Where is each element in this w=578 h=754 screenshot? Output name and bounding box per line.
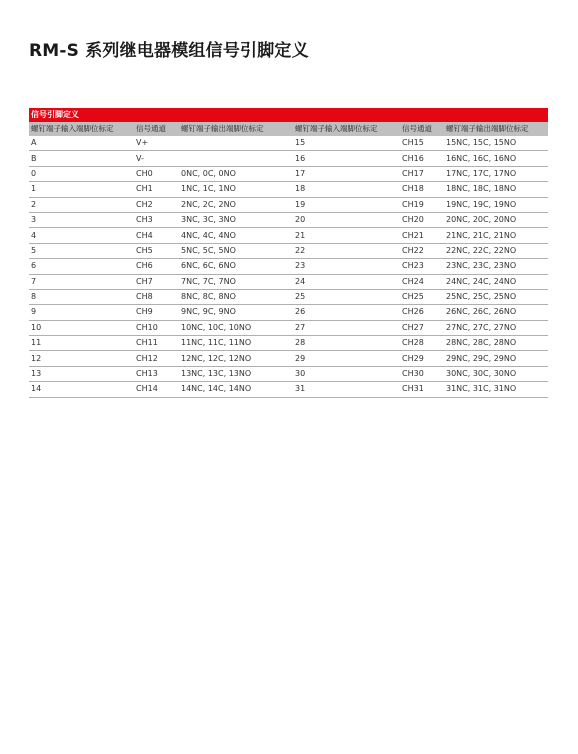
cell-input-pin: 3 [29,212,134,227]
cell-channel-2: CH17 [400,166,444,181]
table-row [29,259,548,274]
cell-input-pin-2: 17 [293,166,400,181]
cell-channel-2: CH15 [400,136,444,151]
cell-input-pin-2: 24 [293,274,400,289]
cell-input-pin: 12 [29,351,134,366]
cell-input-pin: 2 [29,197,134,212]
cell-input-pin: 8 [29,289,134,304]
cell-channel-2: CH23 [400,259,444,274]
cell-output-pin-2: 22NC, 22C, 22NO [444,243,548,258]
table-banner: 信号引脚定义 [29,108,548,122]
table-row [29,289,548,304]
cell-output-pin-2: 20NC, 20C, 20NO [444,212,548,227]
cell-input-pin: 9 [29,305,134,320]
cell-output-pin-2: 16NC, 16C, 16NO [444,151,548,166]
cell-input-pin: 14 [29,382,134,397]
cell-channel: CH14 [134,382,179,397]
header-channel-2: 信号通道 [400,122,444,136]
cell-output-pin [179,151,293,166]
pin-table [29,122,548,398]
table-row [29,212,548,227]
cell-channel-2: CH19 [400,197,444,212]
cell-output-pin-2: 24NC, 24C, 24NO [444,274,548,289]
cell-input-pin: B [29,151,134,166]
cell-output-pin: 8NC, 8C, 8NO [179,289,293,304]
table-row [29,166,548,181]
cell-output-pin-2: 30NC, 30C, 30NO [444,366,548,381]
cell-channel: CH12 [134,351,179,366]
cell-output-pin-2: 19NC, 19C, 19NO [444,197,548,212]
cell-channel: CH1 [134,182,179,197]
table-row [29,197,548,212]
cell-output-pin: 12NC, 12C, 12NO [179,351,293,366]
cell-input-pin-2: 21 [293,228,400,243]
cell-output-pin-2: 23NC, 23C, 23NO [444,259,548,274]
cell-output-pin: 11NC, 11C, 11NO [179,336,293,351]
cell-input-pin: 11 [29,336,134,351]
cell-channel: CH11 [134,336,179,351]
cell-channel-2: CH24 [400,274,444,289]
cell-output-pin-2: 28NC, 28C, 28NO [444,336,548,351]
cell-output-pin: 14NC, 14C, 14NO [179,382,293,397]
table-row [29,274,548,289]
cell-input-pin-2: 28 [293,336,400,351]
table-row [29,320,548,335]
table-row [29,351,548,366]
cell-input-pin-2: 29 [293,351,400,366]
table-header-row [29,122,548,136]
cell-channel: CH5 [134,243,179,258]
cell-channel-2: CH22 [400,243,444,258]
cell-output-pin: 5NC, 5C, 5NO [179,243,293,258]
cell-output-pin: 0NC, 0C, 0NO [179,166,293,181]
table-row [29,382,548,397]
header-output-pin-2: 螺钉端子输出端脚位标定 [444,122,548,136]
cell-channel: CH9 [134,305,179,320]
cell-input-pin-2: 30 [293,366,400,381]
cell-channel-2: CH18 [400,182,444,197]
cell-channel: CH4 [134,228,179,243]
header-input-pin: 螺钉端子输入端脚位标定 [29,122,134,136]
cell-channel-2: CH30 [400,366,444,381]
cell-output-pin: 4NC, 4C, 4NO [179,228,293,243]
cell-channel: V- [134,151,179,166]
cell-input-pin-2: 26 [293,305,400,320]
cell-output-pin: 13NC, 13C, 13NO [179,366,293,381]
cell-output-pin: 9NC, 9C, 9NO [179,305,293,320]
header-output-pin: 螺钉端子输出端脚位标定 [179,122,293,136]
cell-output-pin: 7NC, 7C, 7NO [179,274,293,289]
header-channel: 信号通道 [134,122,179,136]
cell-output-pin-2: 17NC, 17C, 17NO [444,166,548,181]
cell-input-pin: 7 [29,274,134,289]
cell-input-pin-2: 15 [293,136,400,151]
cell-input-pin-2: 18 [293,182,400,197]
cell-input-pin-2: 25 [293,289,400,304]
cell-input-pin: 6 [29,259,134,274]
table-row [29,366,548,381]
page-title: RM-S 系列继电器模组信号引脚定义 [29,41,309,61]
cell-input-pin-2: 27 [293,320,400,335]
cell-channel: V+ [134,136,179,151]
cell-output-pin-2: 31NC, 31C, 31NO [444,382,548,397]
cell-output-pin-2: 25NC, 25C, 25NO [444,289,548,304]
table-row [29,182,548,197]
cell-output-pin-2: 18NC, 18C, 18NO [444,182,548,197]
cell-input-pin: A [29,136,134,151]
cell-channel-2: CH20 [400,212,444,227]
table-row [29,305,548,320]
cell-channel-2: CH26 [400,305,444,320]
cell-output-pin-2: 26NC, 26C, 26NO [444,305,548,320]
cell-channel-2: CH28 [400,336,444,351]
cell-input-pin: 5 [29,243,134,258]
table-row [29,336,548,351]
cell-output-pin: 1NC, 1C, 1NO [179,182,293,197]
cell-channel: CH7 [134,274,179,289]
cell-channel: CH2 [134,197,179,212]
cell-input-pin-2: 22 [293,243,400,258]
cell-input-pin: 13 [29,366,134,381]
pin-definition-table [29,108,548,398]
cell-input-pin-2: 20 [293,212,400,227]
cell-channel-2: CH25 [400,289,444,304]
cell-channel: CH10 [134,320,179,335]
cell-channel-2: CH27 [400,320,444,335]
cell-input-pin-2: 19 [293,197,400,212]
table-row [29,243,548,258]
cell-input-pin-2: 31 [293,382,400,397]
cell-output-pin-2: 15NC, 15C, 15NO [444,136,548,151]
cell-output-pin: 10NC, 10C, 10NO [179,320,293,335]
cell-output-pin: 6NC, 6C, 6NO [179,259,293,274]
table-row [29,136,548,151]
cell-channel: CH0 [134,166,179,181]
cell-channel: CH8 [134,289,179,304]
cell-channel-2: CH29 [400,351,444,366]
cell-output-pin-2: 29NC, 29C, 29NO [444,351,548,366]
cell-channel-2: CH31 [400,382,444,397]
cell-output-pin-2: 21NC, 21C, 21NO [444,228,548,243]
cell-output-pin: 2NC, 2C, 2NO [179,197,293,212]
cell-output-pin: 3NC, 3C, 3NO [179,212,293,227]
cell-channel-2: CH16 [400,151,444,166]
cell-channel: CH3 [134,212,179,227]
cell-input-pin-2: 16 [293,151,400,166]
cell-channel-2: CH21 [400,228,444,243]
cell-input-pin-2: 23 [293,259,400,274]
cell-input-pin: 1 [29,182,134,197]
cell-input-pin: 10 [29,320,134,335]
cell-input-pin: 0 [29,166,134,181]
header-input-pin-2: 螺钉端子输入端脚位标定 [293,122,400,136]
cell-channel: CH6 [134,259,179,274]
cell-output-pin [179,136,293,151]
cell-input-pin: 4 [29,228,134,243]
cell-channel: CH13 [134,366,179,381]
table-row [29,151,548,166]
table-row [29,228,548,243]
cell-output-pin-2: 27NC, 27C, 27NO [444,320,548,335]
